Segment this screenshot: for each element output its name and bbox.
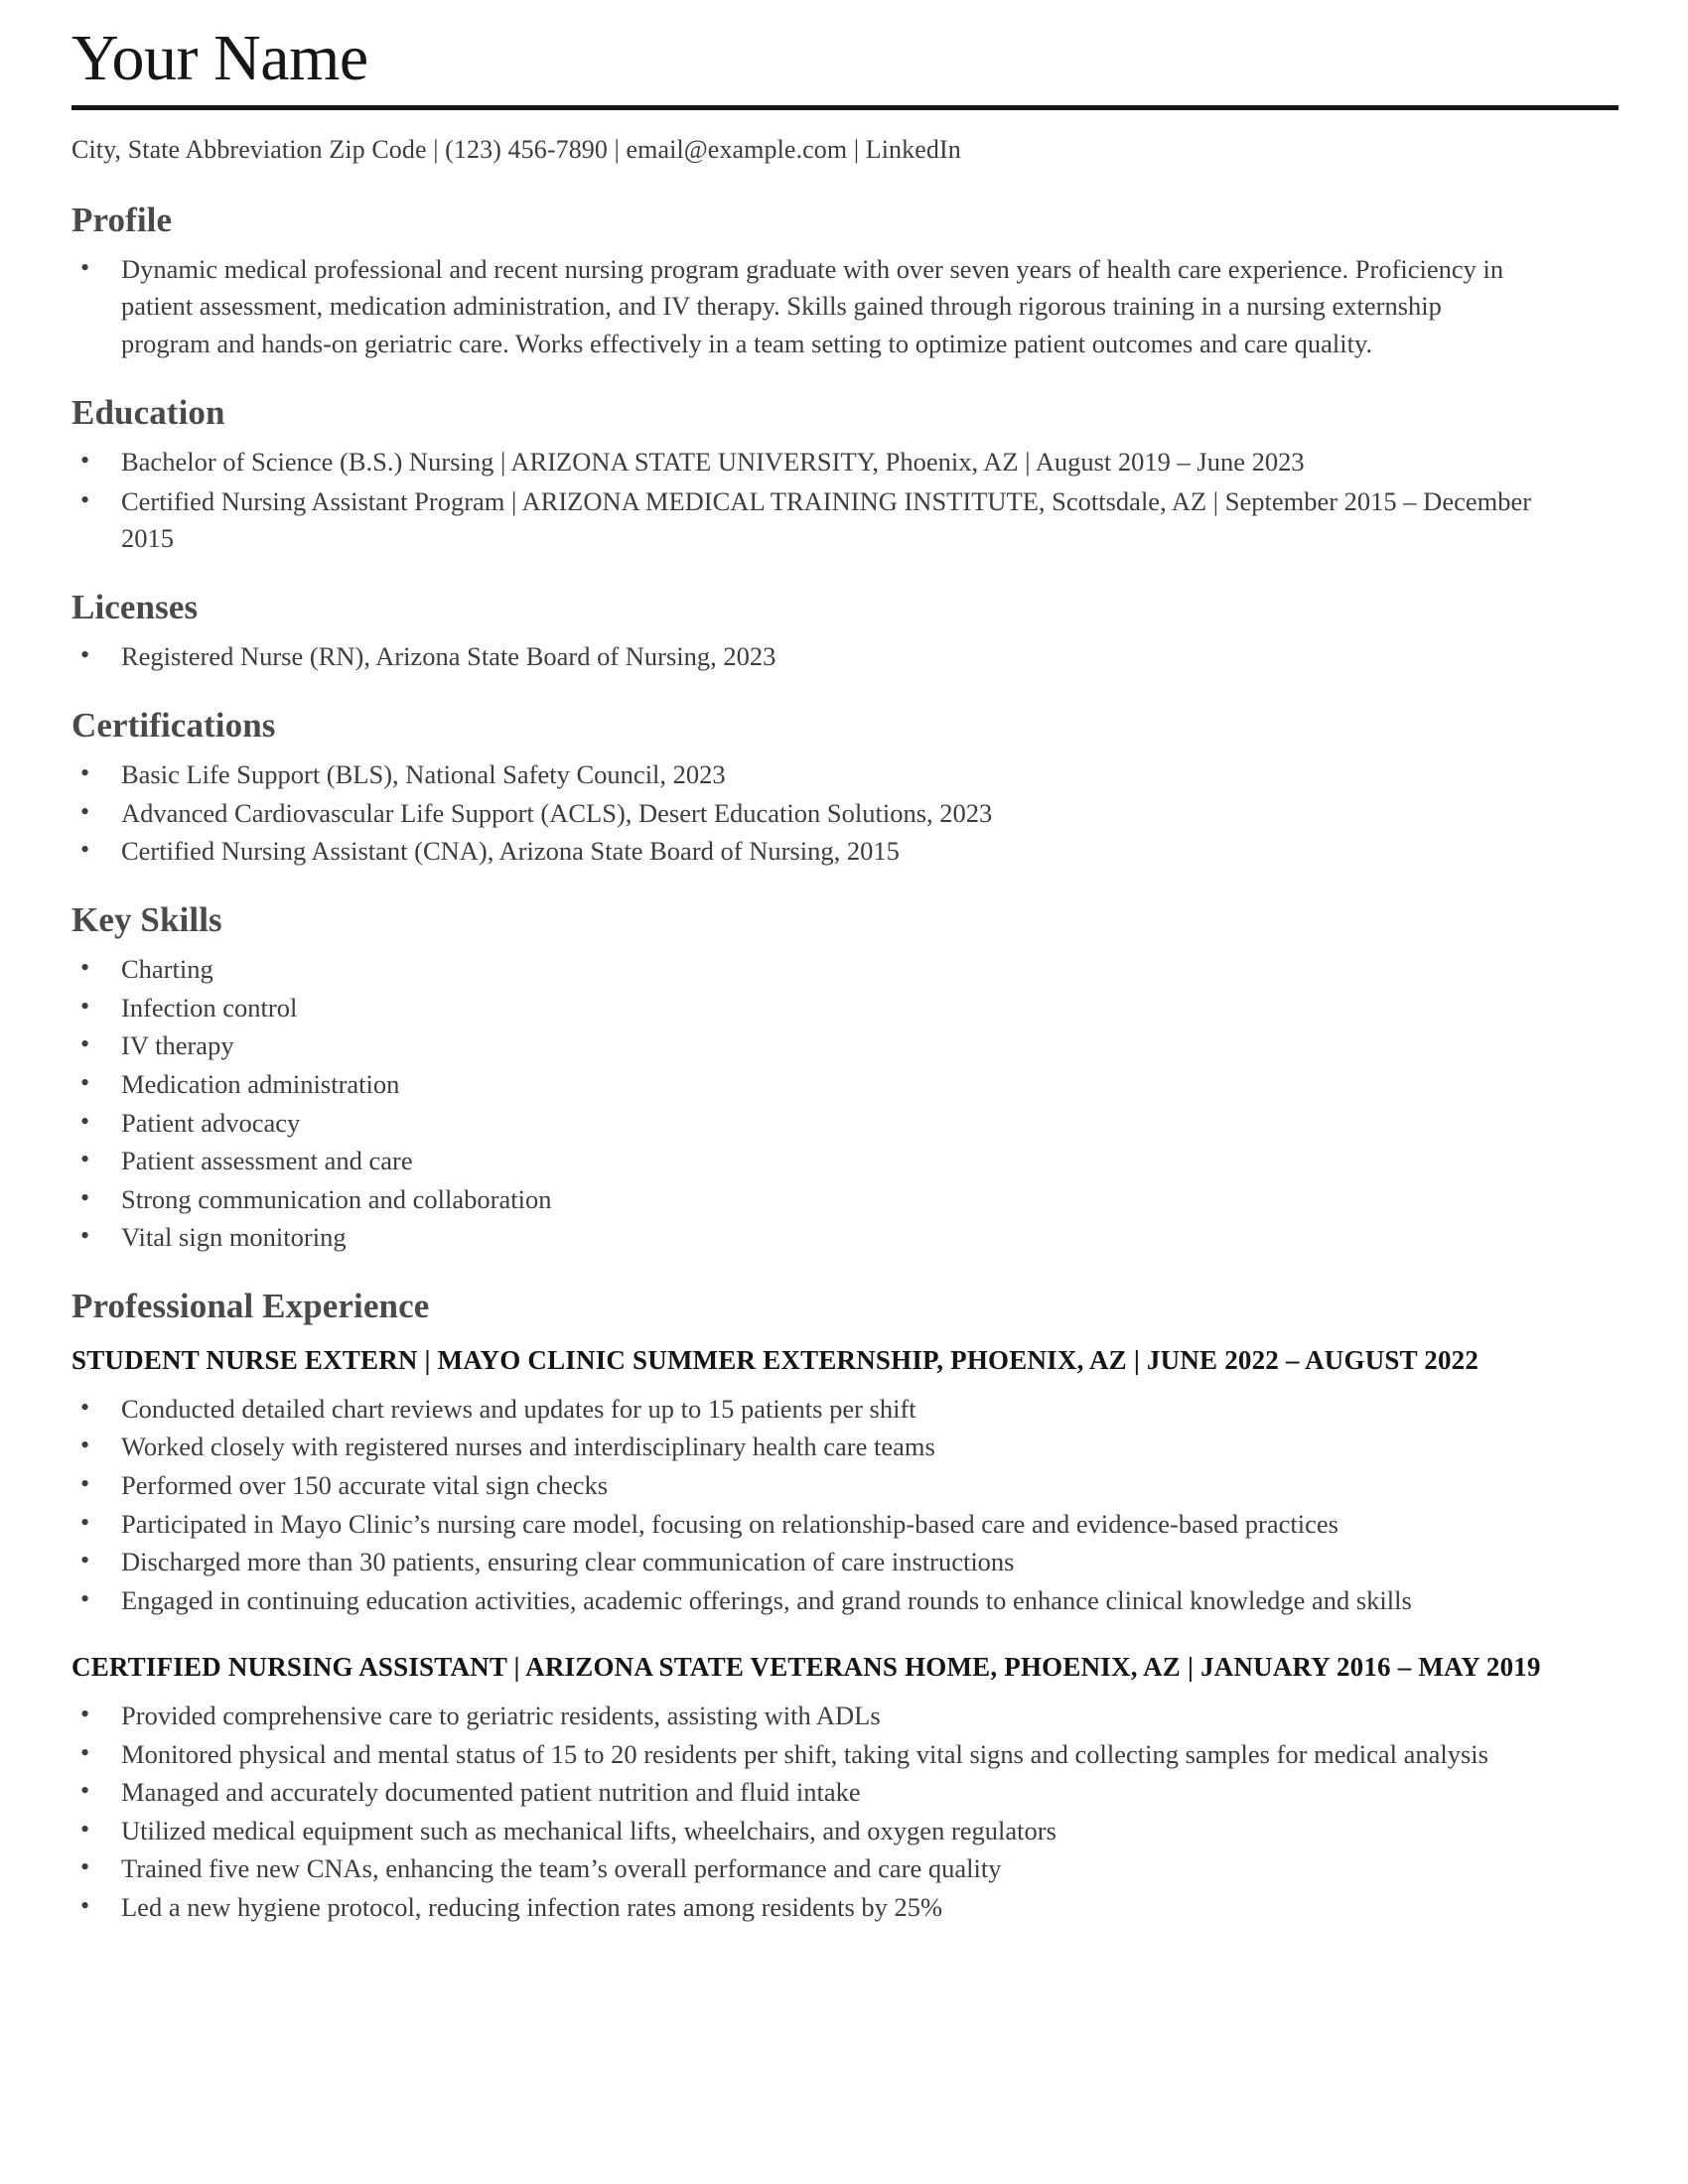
list-item: • Performed over 150 accurate vital sign checks (71, 1467, 1581, 1505)
section-licenses (71, 588, 1618, 676)
licenses-list (71, 638, 1618, 676)
section-title-education: Education (71, 392, 225, 432)
list-item: • Worked closely with registered nurses and interdisciplinary health care teams (71, 1429, 1581, 1466)
list-item: • Trained five new CNAs, enhancing the team’s overall performance and care quality (71, 1850, 1581, 1888)
section-title-professional-experience: Professional Experience (71, 1287, 430, 1325)
section-profile (71, 201, 1618, 363)
section-certifications (71, 706, 1618, 871)
list-item: • Advanced Cardiovascular Life Support (ACLS), Desert Education Solutions, 2023 (71, 795, 1618, 833)
experience-entry (71, 1649, 1618, 1926)
list-item: • Provided comprehensive care to geriatric residents, assisting with ADLs (71, 1698, 1581, 1735)
resume-header (71, 22, 1618, 167)
list-item: • Charting (71, 951, 1618, 989)
list-item: • Infection control (71, 990, 1618, 1027)
list-item: • Led a new hygiene protocol, reducing infection rates among residents by 25% (71, 1889, 1581, 1927)
list-item: • Basic Life Support (BLS), National Safety Council, 2023 (71, 756, 1618, 794)
key-skills-list (71, 951, 1618, 1257)
list-item: • Participated in Mayo Clinic’s nursing care model, focusing on relationship-based care and evidence-based practices (71, 1506, 1581, 1544)
job-title-heading: STUDENT NURSE EXTERN | MAYO CLINIC SUMMER EXTERNSHIP, PHOENIX, AZ | JUNE 2022 – AUGUST 2022 (71, 1345, 1479, 1376)
list-item: • Engaged in continuing education activities, academic offerings, and grand rounds to enhance clinical knowledge and skills (71, 1582, 1581, 1620)
list-item: • Monitored physical and mental status of 15 to 20 residents per shift, taking vital signs and collecting samples for medical analysis (71, 1736, 1581, 1774)
job-bullets-list (71, 1391, 1618, 1620)
list-item: • Strong communication and collaboration (71, 1181, 1618, 1219)
list-item: • Patient advocacy (71, 1105, 1618, 1143)
list-item: • Certified Nursing Assistant (CNA), Arizona State Board of Nursing, 2015 (71, 833, 1618, 871)
list-item: • IV therapy (71, 1027, 1618, 1065)
section-title-key-skills: Key Skills (71, 899, 222, 939)
list-item: • Conducted detailed chart reviews and updates for up to 15 patients per shift (71, 1391, 1581, 1429)
section-title-licenses: Licenses (71, 587, 199, 626)
education-list (71, 444, 1618, 558)
list-item: • Bachelor of Science (B.S.) Nursing | ARIZONA STATE UNIVERSITY, Phoenix, AZ | August 2019 – June 2023 (71, 444, 1571, 481)
list-item: • Dynamic medical professional and recent nursing program graduate with over seven years of health care experience. Proficiency in patient assessment, medication administration, and IV therapy. Skills gained through rigorous training in a nursing externship program and hands-on geriatric care. Works effectively in a team setting to optimize patient outcomes and care quality. (71, 251, 1521, 363)
list-item: • Registered Nurse (RN), Arizona State Board of Nursing, 2023 (71, 638, 1618, 676)
candidate-name: Your Name (71, 22, 368, 94)
job-bullets-list (71, 1698, 1618, 1927)
list-item: • Utilized medical equipment such as mechanical lifts, wheelchairs, and oxygen regulators (71, 1813, 1581, 1850)
job-title-heading: CERTIFIED NURSING ASSISTANT | ARIZONA STATE VETERANS HOME, PHOENIX, AZ | JANUARY 2016 – MAY 2019 (71, 1652, 1541, 1683)
list-item: • Certified Nursing Assistant Program | ARIZONA MEDICAL TRAINING INSTITUTE, Scottsdale, AZ | September 2015 – December 2015 (71, 483, 1571, 558)
contact-line: City, State Abbreviation Zip Code | (123) 456-7890 | email@example.com | LinkedIn (71, 135, 961, 164)
section-education (71, 393, 1618, 558)
section-professional-experience (71, 1287, 1618, 1927)
section-title-certifications: Certifications (71, 705, 276, 745)
certifications-list (71, 756, 1618, 871)
list-item: • Medication administration (71, 1066, 1618, 1104)
section-title-profile: Profile (71, 200, 173, 239)
experience-entry (71, 1342, 1618, 1619)
list-item: • Discharged more than 30 patients, ensuring clear communication of care instructions (71, 1544, 1581, 1581)
section-key-skills (71, 900, 1618, 1257)
header-divider (71, 105, 1618, 110)
profile-list (71, 251, 1618, 363)
list-item: • Vital sign monitoring (71, 1219, 1618, 1257)
list-item: • Managed and accurately documented patient nutrition and fluid intake (71, 1774, 1581, 1812)
list-item: • Patient assessment and care (71, 1143, 1618, 1180)
